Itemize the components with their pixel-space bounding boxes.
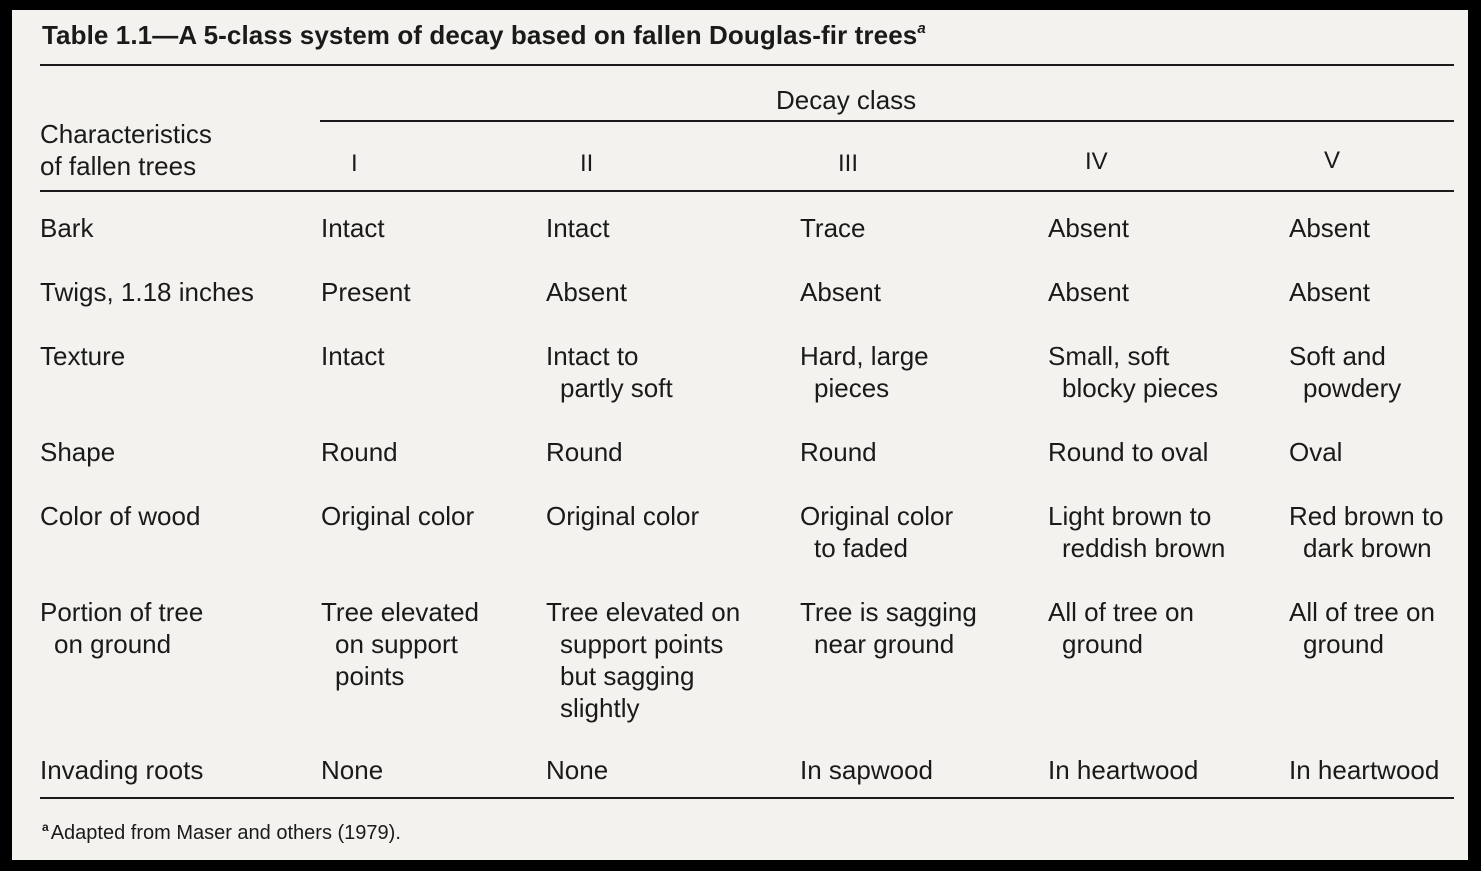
table-cell: In sapwood — [800, 755, 933, 785]
table-cell: Round to oval — [1048, 437, 1209, 467]
table-cell: Original color — [546, 501, 700, 531]
title-footnote-marker: a — [917, 20, 926, 37]
row-label: Texture — [40, 341, 126, 371]
table-cell: None — [546, 755, 609, 785]
table-cell: Soft and powdery — [1289, 341, 1402, 403]
row-label: Twigs, 1.18 inches — [40, 277, 254, 307]
table-cell: Intact to partly soft — [546, 341, 673, 403]
table-cell: Trace — [800, 213, 866, 243]
table-cell: Absent — [1048, 213, 1129, 243]
table-cell: Intact — [321, 341, 385, 371]
table-cell: Round — [321, 437, 398, 467]
row-label: Color of wood — [40, 501, 201, 531]
table-cell: Absent — [800, 277, 881, 307]
table-footnote: $^a$ Adapted from Maser and others (1979). — [42, 820, 401, 844]
row-label: Bark — [40, 213, 94, 243]
decay-class-rule — [320, 120, 1454, 122]
table-cell: Tree elevated on support points — [321, 597, 480, 691]
row-label: Invading roots — [40, 755, 204, 785]
stub-heading: Characteristics of fallen trees — [40, 119, 212, 181]
table-cell: Intact — [321, 213, 385, 243]
header-rule — [40, 190, 1454, 192]
table-cell: None — [321, 755, 384, 785]
table-cell: Oval — [1289, 437, 1343, 467]
table-cell: Tree is sagging near ground — [800, 597, 977, 659]
table-cell: All of tree on ground — [1048, 597, 1194, 659]
table-cell: Red brown to dark brown — [1289, 501, 1444, 563]
table-cell: Original color to faded — [800, 501, 954, 563]
table-cell: Tree elevated on support points but sagging slightly — [546, 597, 741, 723]
table-cell: Round — [546, 437, 623, 467]
table-cell: Original color — [321, 501, 475, 531]
table-cell: Hard, large pieces — [800, 341, 929, 403]
class-header-ii: II — [580, 150, 594, 177]
class-header-iii: III — [838, 150, 859, 177]
table-cell: Absent — [546, 277, 627, 307]
table-cell: Absent — [1289, 277, 1370, 307]
table-cell: In heartwood — [1048, 755, 1199, 785]
table-cell: Present — [321, 277, 411, 307]
class-header-iv: IV — [1085, 148, 1108, 175]
row-label: Shape — [40, 437, 116, 467]
top-rule — [40, 64, 1454, 66]
table-cell: Absent — [1289, 213, 1370, 243]
table-cell: Intact — [546, 213, 610, 243]
table-cell: Light brown to reddish brown — [1048, 501, 1226, 563]
bottom-rule — [40, 797, 1454, 799]
table-title: Table 1.1—A 5-class system of decay based on fallen Douglas-fir trees$^a$ — [42, 20, 926, 50]
row-label: Portion of tree on ground — [40, 597, 204, 659]
table-cell: Round — [800, 437, 877, 467]
table-cell: All of tree on ground — [1289, 597, 1435, 659]
footnote-marker: a — [42, 820, 49, 834]
table-page — [12, 10, 1468, 860]
decay-class-heading: Decay class — [776, 85, 917, 115]
table-cell: Small, soft blocky pieces — [1048, 341, 1219, 403]
class-header-v: V — [1324, 147, 1341, 174]
table-cell: Absent — [1048, 277, 1129, 307]
class-header-i: I — [351, 150, 358, 177]
table-cell: In heartwood — [1289, 755, 1440, 785]
